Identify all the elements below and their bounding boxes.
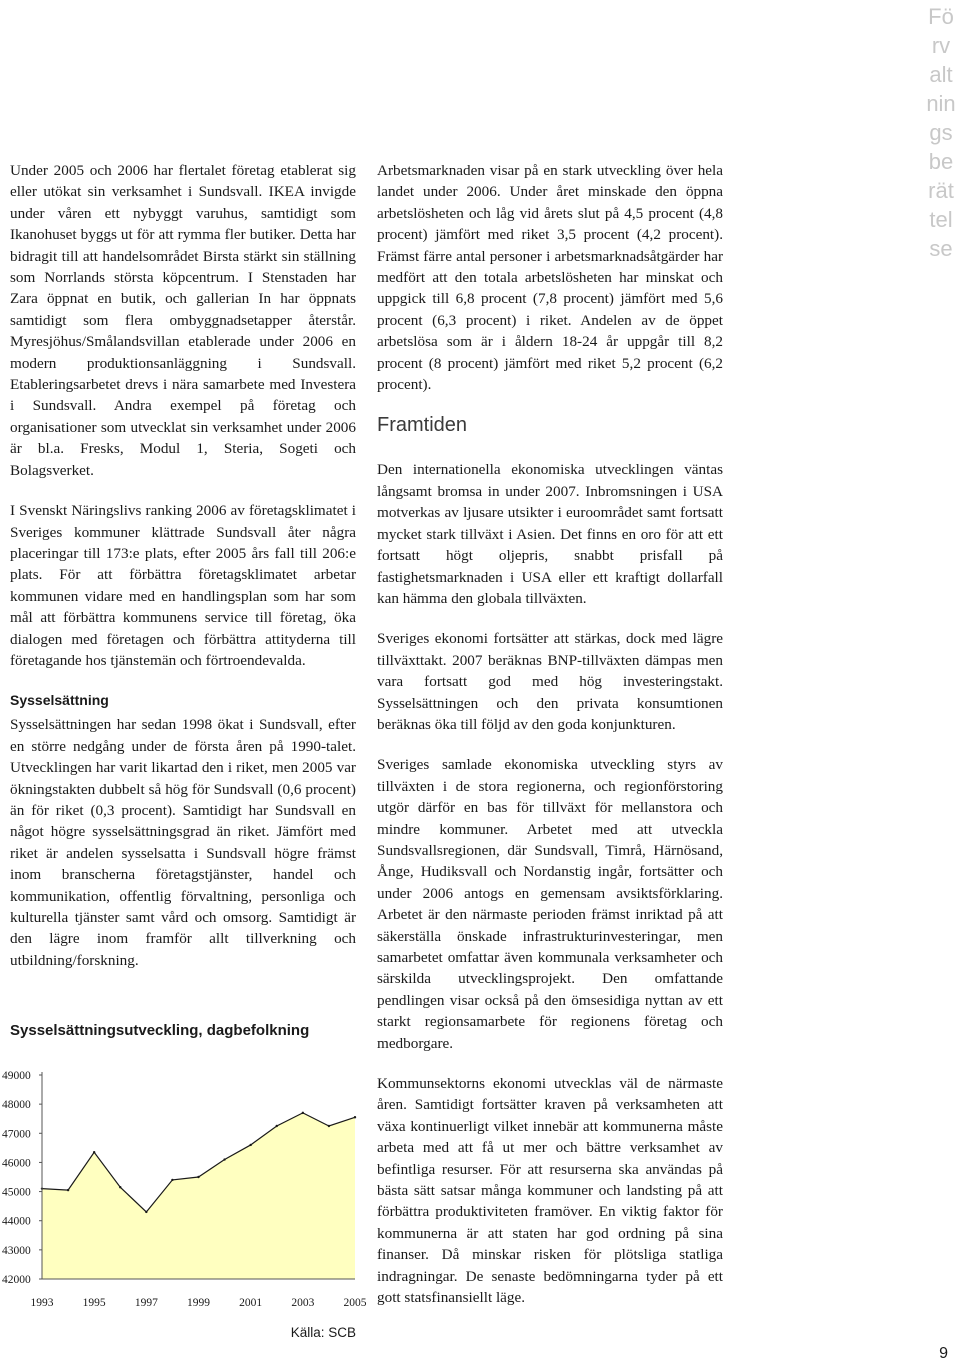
x-tick-label-2005: 2005	[343, 1297, 367, 1309]
paragraph-labour-market: Arbetsmarknaden visar på en stark utveckling över hela landet under 2006. Under året minskade den öppna arbetslösheten och låg vid årets slut på 4,5 procent (4,8 procent) jämfört med riket 3,5 procent (4,2 procent). Främst färre antal personer i arbetsmarknadsåtgärder har medfört att den totala arbetslösheten har minskat och uppgick till 6,8 procent (7,8 procent) jämfört med 5,6 procent (6,3 procent) i riket. Andelen av de öppet arbetslösa som är i åldern 18-24 år uppgår till 8,2 procent (8 procent) jämfört med riket 5,2 procent (6,2 procent).	[377, 162, 723, 394]
x-tick-label-2003: 2003	[291, 1297, 315, 1309]
section-title-future: Framtiden	[377, 414, 468, 437]
data-point-1996	[119, 1186, 121, 1188]
data-point-2000	[223, 1158, 225, 1160]
data-point-1999	[197, 1176, 199, 1178]
data-point-2004	[328, 1125, 330, 1127]
y-tick-label-45000: 45000	[2, 1186, 31, 1199]
paragraph-business-establishments: Under 2005 och 2006 har flertalet företag etablerat sig eller utökat sin verksamhet i Sundsvall. IKEA invigde under våren ett nybyggt varuhus, samtidigt som Ikanohuset byggs ut för att rymma fler butiker. Detta har bidragit till att handelsområdet Birsta stärkt sin ställning som Norrlands största köpcentrum. I Stenstaden har Zara öppnat en butik, och gallerian In har öppnats samtidigt som flera ombyggnadsetapper återstår. Myresjöhus/Smålandsvillan etablerade under 2006 en modern produktionsanläggning i Sundsvall. Etableringsarbetet drevs i nära samarbete med Investera i Sundsvall. Andra exempel på företag och organisationer som utvecklat sin verksamhet under 2006 är bl.a. Fresks, Modul 1, Steria, Sogeti och Bolagsverket.	[10, 162, 356, 479]
y-tick-label-46000: 46000	[2, 1157, 31, 1170]
paragraph-municipal-economy: Kommunsektorns ekonomi utvecklas väl de närmaste åren. Samtidigt fortsätter kraven på verksamheten att växa kontinuerligt vilket innebär att kommunerna måste arbeta med att få ut mer och bättre verksamhet av befintliga resurser. För att resurserna ska användas på bästa sätt satsar många kommuner och landsting på att förbättra produktiviteten framöver. En viktig faktor för kommunerna är att staten har god ordning på sina finanser. Då minskar risken för plötsliga statliga indragningar. De senaste bedömningarna tyder på ett gott statsfinansiellt läge.	[377, 1075, 723, 1307]
data-point-1998	[171, 1179, 173, 1181]
subheading-employment: Sysselsättning	[10, 692, 109, 709]
paragraph-international-economy: Den internationella ekonomiska utvecklingen väntas långsamt bromsa in under 2007. Inbromsningen i USA motverkas av ljusare utsikter i euroområdet samt fortsatt mycket stark tillväxt i Asien. Det finns en oro för att ett fortsatt högt oljepris, snabbt prisfall på fastighetsmarknaden i USA eller ett kraftigt dollarfall kan hämma den globala tillväxten.	[377, 461, 723, 607]
x-tick-label-1993: 1993	[30, 1297, 54, 1309]
chart-title: Sysselsättningsutveckling, dagbefolkning	[10, 1022, 310, 1039]
data-point-1997	[145, 1211, 147, 1213]
data-point-2005	[354, 1116, 356, 1118]
right-column	[377, 160, 723, 1328]
x-tick-label-1999: 1999	[187, 1297, 210, 1309]
y-tick-label-42000: 42000	[2, 1274, 31, 1286]
data-point-2003	[302, 1112, 304, 1114]
chart-source: Källa: SCB	[290, 1325, 356, 1340]
employment-chart	[0, 1060, 370, 1350]
paragraph-swedish-economy: Sveriges ekonomi fortsätter att stärkas, dock med lägre tillväxttakt. 2007 beräknas BNP-tillväxten dämpas men vara fortsatt god med hög investeringstakt. Sysselsättningen och den privata konsumtionen beräknas öka till följd av den goda konjunkturen.	[377, 630, 723, 733]
data-point-2002	[276, 1125, 278, 1127]
x-tick-label-1995: 1995	[82, 1297, 106, 1309]
data-point-1994	[67, 1189, 69, 1191]
paragraph-business-climate: I Svenskt Näringslivs ranking 2006 av företagsklimatet i Sveriges kommuner klättrade Sundsvall åter några placeringar till 173:e plats, efter 2005 års fall till 206:e plats. För att förbättra företagsklimatet arbetar kommunen vidare med en handlingsplan som har som mål att förbättra kommunens service till företag, öka dialogen med företagen och förbättra attityderna till företagande hos tjänstemän och förtroendevalda.	[10, 502, 356, 669]
left-column	[10, 160, 356, 990]
data-point-1995	[93, 1151, 95, 1153]
paragraph-regional-development: Sveriges samlade ekonomiska utveckling styrs av tillväxten i de stora regionerna, och regionförstoring utgör därför en bas för tillväxt för mellanstora och mindre kommuner. Arbetet med att utveckla Sundsvallsregionen, där Sundsvall, Timrå, Härnösand, Ånge, Hudiksvall och Nordanstig ingår, fortsätter och under 2006 antogs en gemensam avsiktsförklaring. Arbetet är den närmaste perioden främst inriktad på att säkerställa önskade infrastrukturinvesteringar, men samarbetet omfattar även kommunala verksamheter och särskilda utvecklingsprojekt. Den omfattande pendlingen visar också på den ömsesidiga nyttan av ett starkt regionsamarbete för regionens företag och medborgare.	[377, 756, 723, 1052]
y-tick-label-43000: 43000	[2, 1244, 31, 1257]
y-tick-label-47000: 47000	[2, 1128, 31, 1141]
x-tick-label-2001: 2001	[239, 1297, 263, 1309]
y-tick-label-44000: 44000	[2, 1215, 31, 1228]
y-tick-label-49000: 49000	[2, 1070, 31, 1082]
area-fill	[42, 1113, 355, 1279]
page-number: 9	[939, 1345, 948, 1362]
paragraph-employment: Sysselsättningen har sedan 1998 ökat i Sundsvall, efter en större nedgång under de första åren på 1990-talet. Utvecklingen har varit likartad den i riket, men 2005 var ökningstakten dubbelt så hög för Sundsvall (0,6 procent) än för riket (0,3 procent). Samtidigt har Sundsvall en något högre sysselsättningsgrad än riket. Jämfört med riket är andelen sysselsatta i Sundsvall högre främst inom branscherna företagstjänster, handel och kommunikation, offentlig förvaltning, personliga och kulturella tjänster samt vård och omsorg. Samtidigt är den lägre inom framför allt tillverkning och utbildning/forskning.	[10, 716, 356, 969]
x-tick-label-1997: 1997	[134, 1297, 158, 1309]
data-point-2001	[249, 1144, 251, 1146]
employment-chart-svg	[0, 1060, 370, 1350]
y-tick-label-48000: 48000	[2, 1099, 31, 1112]
vertical-section-title: Förvaltningsberättelse	[926, 4, 956, 261]
